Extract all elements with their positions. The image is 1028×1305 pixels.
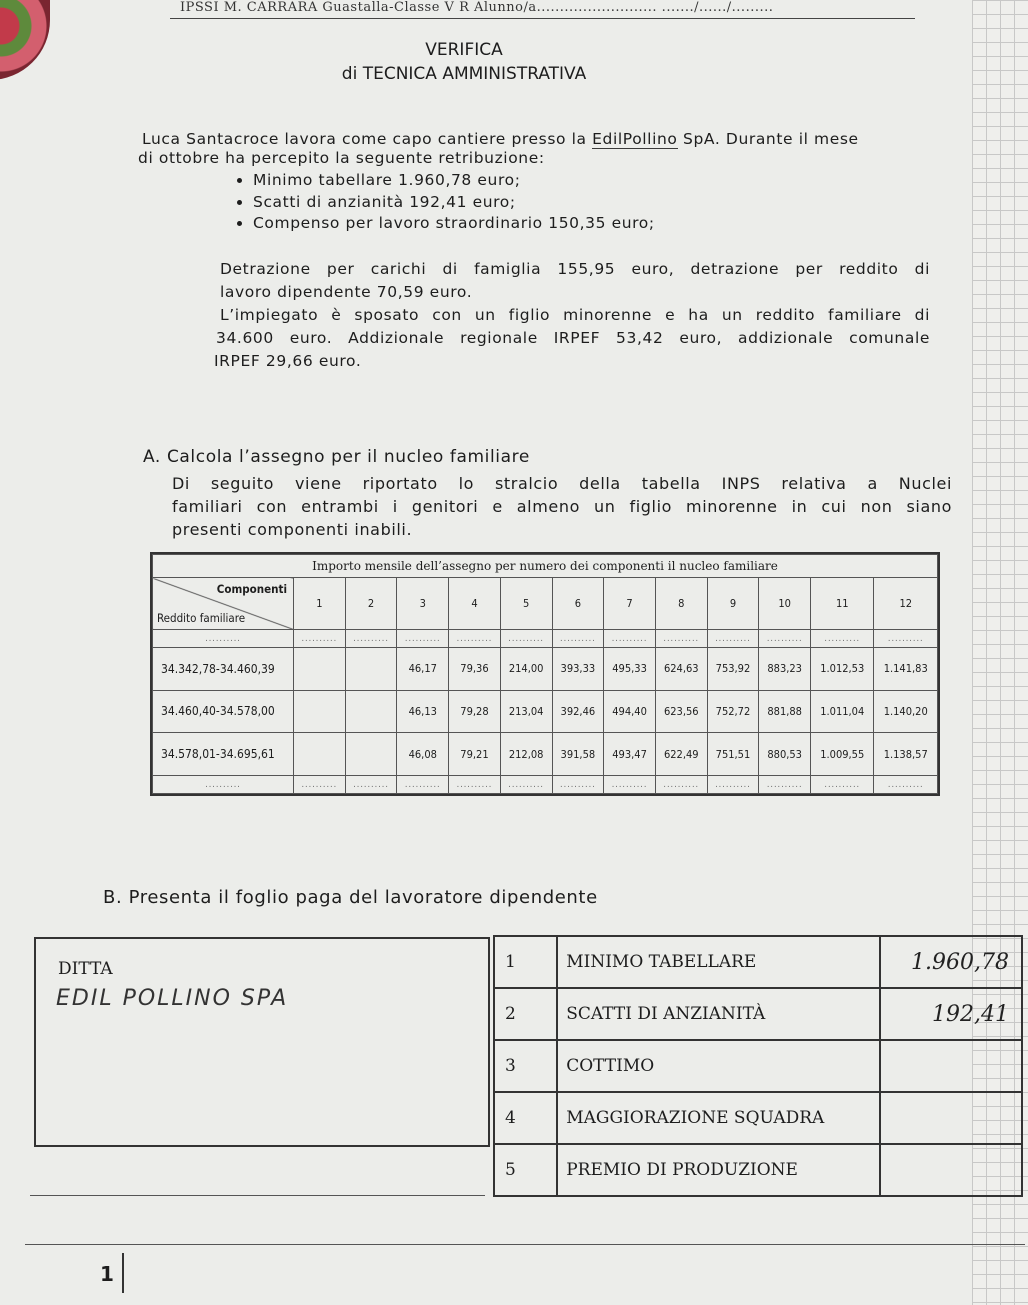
payslip-item-label: PREMIO DI PRODUZIONE <box>557 1144 880 1196</box>
test-title: VERIFICA <box>425 40 503 60</box>
table-row: .......... .......... .......... .......... .......... .......... .......... .......... .......... .......... .......... .......... .......... <box>153 630 938 648</box>
intro-line-2: di ottobre ha percepito la seguente retribuzione: <box>138 149 545 167</box>
column-header: 7 <box>604 578 656 630</box>
table-row: 34.578,01-34.695,61 46,08 79,21 212,08 391,58 493,47 622,49 751,51 880,53 1.009,55 1.138,57 <box>153 733 938 776</box>
salary-item: • Scatti di anzianità 192,41 euro; <box>253 192 655 214</box>
salary-item: • Minimo tabellare 1.960,78 euro; <box>253 170 655 192</box>
header-rule <box>170 18 915 19</box>
school-header-line: IPSSI M. CARRARA Guastalla-Classe V R Alunno/a.......................... ......./....../......... <box>180 0 774 15</box>
table-row: .......... .......... .......... .......... .......... .......... .......... .......... .......... .......... .......... .......... .......... <box>153 776 938 794</box>
table-row: 3 COTTIMO <box>494 1040 1022 1092</box>
salary-item: • Compenso per lavoro straordinario 150,35 euro; <box>253 213 655 235</box>
ditta-box <box>34 937 490 1147</box>
table-row: 2 SCATTI DI ANZIANITÀ 192,41 <box>494 988 1022 1040</box>
table-row: 4 MAGGIORAZIONE SQUADRA <box>494 1092 1022 1144</box>
deductions-paragraph: Detrazione per carichi di famiglia 155,95 euro, detrazione per reddito di lavoro dipendente 70,59 euro. L’impiegato è sposato con un figlio minorenne e ha un reddito familiare di 34.600 euro. Addizionale regionale IRPEF 53,42 euro, addizionale comunale IRPEF 29,66 euro. <box>214 260 930 370</box>
table-row: 34.460,40-34.578,00 46,13 79,28 213,04 392,46 494,40 623,56 752,72 881,88 1.011,04 1.140,20 <box>153 690 938 733</box>
column-header: 10 <box>759 578 811 630</box>
column-header: 1 <box>294 578 346 630</box>
divider <box>25 1244 1025 1245</box>
column-header: 3 <box>397 578 449 630</box>
inps-table <box>150 552 940 796</box>
table-row: 1 MINIMO TABELLARE 1.960,78 <box>494 936 1022 988</box>
payslip-item-label: SCATTI DI ANZIANITÀ <box>557 988 880 1040</box>
payslip-item-label: MAGGIORAZIONE SQUADRA <box>557 1092 880 1144</box>
table-corner-header: Componenti Reddito familiare <box>153 578 294 630</box>
subject-title: di TECNICA AMMINISTRATIVA <box>341 64 587 84</box>
column-header: 4 <box>449 578 501 630</box>
section-a-text: Di seguito viene riportato lo stralcio della tabella INPS relativa a Nuclei familiari con entrambi i genitori e almeno un figlio minorenne in cui non siano presenti componenti inabili. <box>172 474 952 539</box>
column-header: 8 <box>655 578 707 630</box>
payslip-item-value <box>880 1144 1022 1196</box>
page-number: 1 <box>100 1262 114 1286</box>
inps-table-caption: Importo mensile dell’assegno per numero dei componenti il nucleo familiare <box>153 555 938 578</box>
table-row: 5 PREMIO DI PRODUZIONE <box>494 1144 1022 1196</box>
page-number-bar <box>122 1253 124 1293</box>
ditta-handwritten-name: EDIL POLLINO SPA <box>56 986 289 1011</box>
column-header: 11 <box>811 578 874 630</box>
intro-line-1: Luca Santacroce lavora come capo cantiere presso la EdilPollino SpA. Durante il mese <box>142 130 859 148</box>
payslip-item-value <box>880 1092 1022 1144</box>
column-header: 12 <box>874 578 938 630</box>
section-a-title: A. Calcola l’assegno per il nucleo familiare <box>143 447 530 467</box>
column-header: 9 <box>707 578 759 630</box>
column-header: 2 <box>345 578 397 630</box>
section-b-title: B. Presenta il foglio paga del lavoratore dipendente <box>103 887 598 908</box>
salary-items-list <box>225 170 655 235</box>
divider <box>30 1195 485 1196</box>
column-header: 6 <box>552 578 604 630</box>
payslip-item-label: COTTIMO <box>557 1040 880 1092</box>
column-header: 5 <box>500 578 552 630</box>
payslip-item-value: 1.960,78 <box>880 936 1022 988</box>
company-name: EdilPollino <box>592 130 678 148</box>
payslip-item-label: MINIMO TABELLARE <box>557 936 880 988</box>
payslip-item-value <box>880 1040 1022 1092</box>
payslip-table <box>493 935 1023 1197</box>
table-row: 34.342,78-34.460,39 46,17 79,36 214,00 393,33 495,33 624,63 753,92 883,23 1.012,53 1.141,83 <box>153 648 938 691</box>
ditta-label: DITTA <box>58 959 113 979</box>
payslip-item-value: 192,41 <box>880 988 1022 1040</box>
